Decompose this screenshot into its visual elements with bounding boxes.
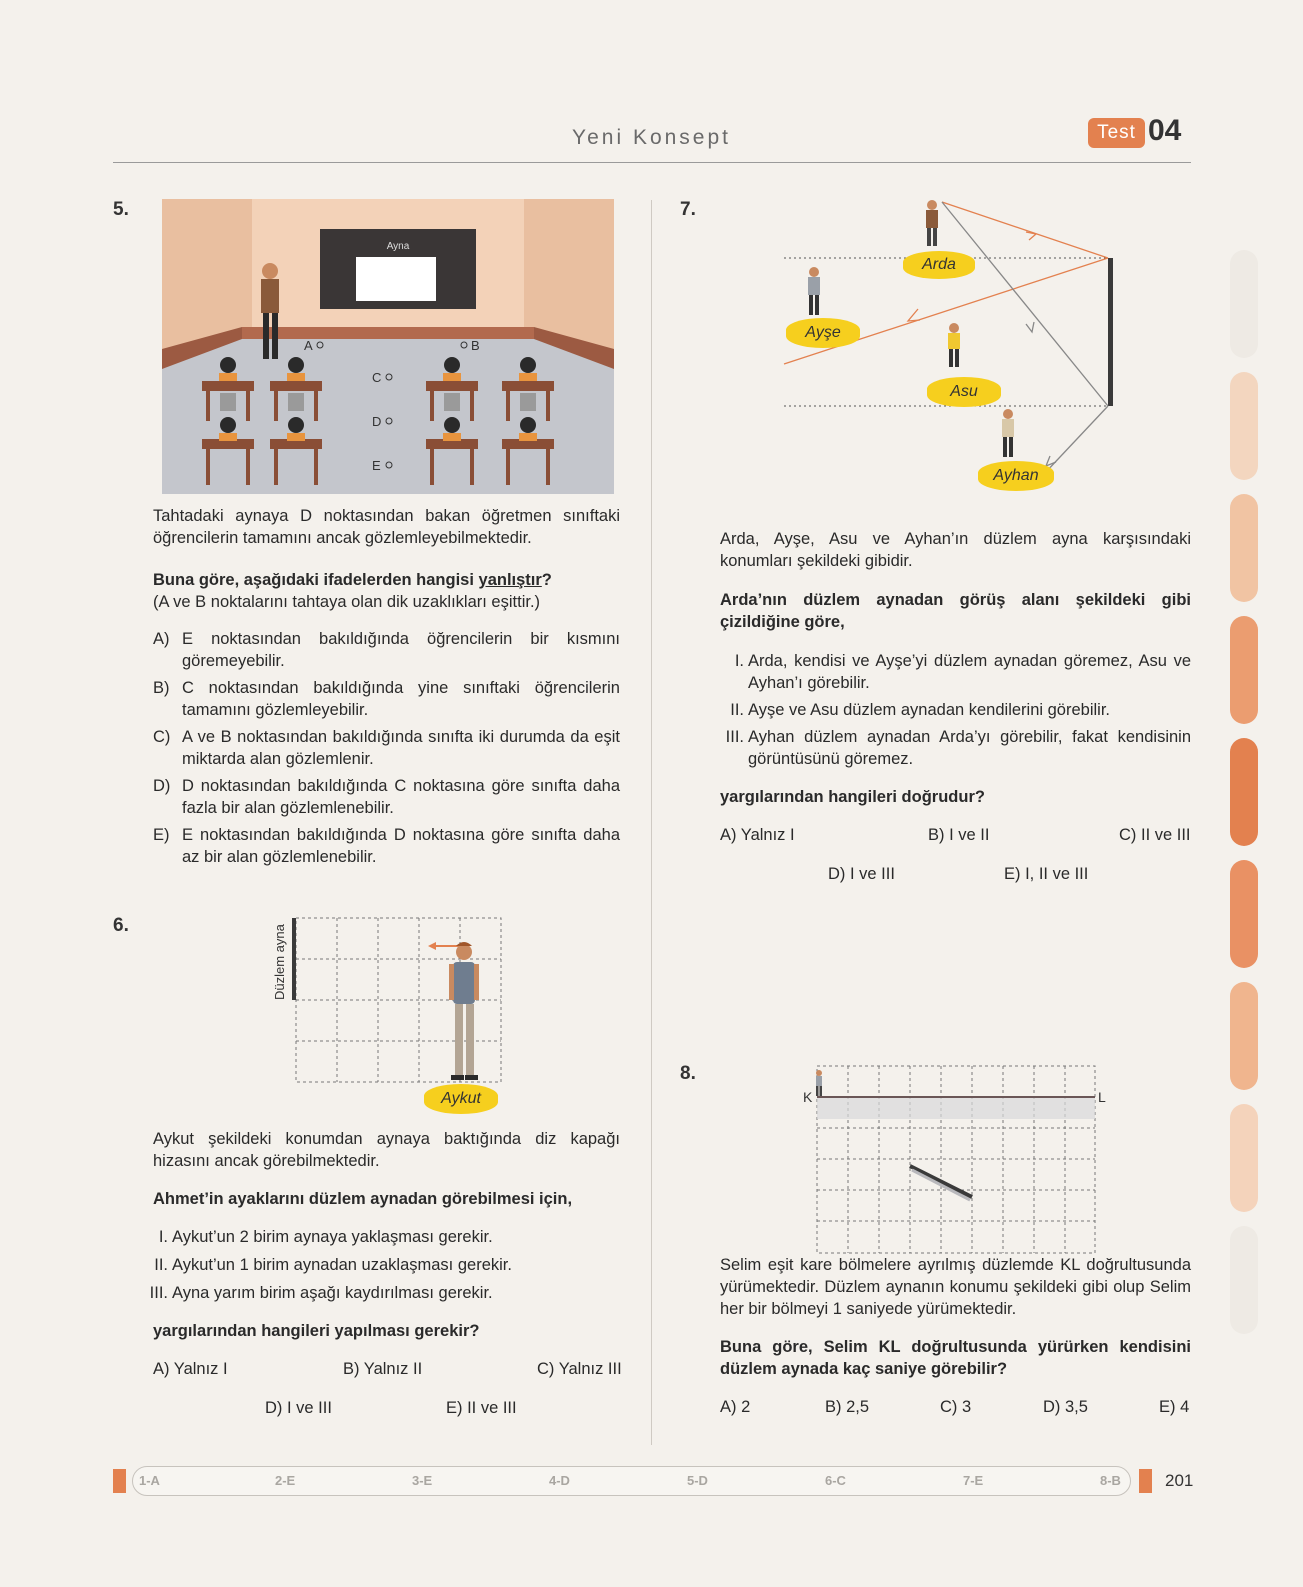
q5-note: (A ve B noktalarını tahtaya olan dik uzaklıkları eşittir.) bbox=[153, 593, 541, 611]
q8-question: Buna göre, Selim KL doğrultusunda yürürken kendisini düzlem aynada kaç saniye görebilir? bbox=[720, 1338, 1191, 1378]
q7-answer-a[interactable]: A) Yalnız I bbox=[720, 826, 795, 844]
q5-option-c[interactable] bbox=[153, 726, 620, 770]
q5-point-d: D bbox=[372, 414, 382, 429]
q6-statement-3 bbox=[140, 1282, 620, 1304]
statement-number: III. bbox=[149, 1284, 168, 1302]
test-badge: Test bbox=[1088, 118, 1145, 148]
option-label: A) bbox=[153, 630, 170, 648]
option-text: C noktasından bakıldığında yine sınıftaki öğrencilerin tamamını gözlemleyebilir. bbox=[182, 679, 620, 719]
q5-question-text: Buna göre, aşağıdaki ifadelerden hangisi bbox=[153, 571, 479, 589]
page-header-title: Yeni Konsept bbox=[572, 126, 731, 149]
answer-key-5: 5-D bbox=[687, 1473, 708, 1488]
q7-name-tag-ayse: Ayşe bbox=[786, 318, 860, 348]
q5-question-mark: ? bbox=[541, 571, 552, 589]
q5-option-d[interactable] bbox=[153, 775, 620, 819]
option-text: D noktasından bakıldığında C noktasına göre sınıfta daha fazla bir alan gözlemlenebilir. bbox=[182, 777, 620, 817]
header-divider bbox=[113, 162, 1191, 163]
q7-answer-c[interactable]: C) II ve III bbox=[1119, 826, 1191, 844]
q8-answer-b[interactable]: B) 2,5 bbox=[825, 1398, 870, 1416]
q5-point-a: A bbox=[304, 338, 313, 353]
q5-question bbox=[153, 569, 620, 591]
q7-prompt: yargılarından hangileri doğrudur? bbox=[720, 788, 985, 806]
q5-point-e: E bbox=[372, 458, 381, 473]
footer-accent-left bbox=[113, 1469, 126, 1493]
q6-answer-e[interactable]: E) II ve III bbox=[446, 1399, 517, 1417]
q5-question-underlined: yanlıştır bbox=[478, 571, 542, 589]
side-tab-9 bbox=[1230, 1226, 1258, 1334]
statement-text: Aykut’un 1 birim aynadan uzaklaşması gerekir. bbox=[172, 1256, 512, 1274]
answer-key-3: 3-E bbox=[412, 1473, 433, 1488]
q7-statement-3 bbox=[716, 726, 1191, 770]
q6-name-tag-aykut: Aykut bbox=[424, 1084, 498, 1114]
side-tab-4 bbox=[1230, 616, 1258, 724]
q6-stem: Aykut şekildeki konumdan aynaya baktığında diz kapağı hizasını ancak görebilmektedir. bbox=[153, 1130, 620, 1170]
q7-name-tag-ayhan: Ayhan bbox=[978, 461, 1054, 491]
q8-point-l: L bbox=[1098, 1089, 1106, 1105]
statement-text: Aykut’un 2 birim aynaya yaklaşması gerekir. bbox=[172, 1228, 493, 1246]
q5-option-e[interactable] bbox=[153, 824, 620, 868]
q6-prompt: yargılarından hangileri yapılması gerekir? bbox=[153, 1322, 480, 1340]
side-tab-6 bbox=[1230, 860, 1258, 968]
q5-classroom-figure bbox=[162, 199, 614, 494]
q6-answer-b[interactable]: B) Yalnız II bbox=[343, 1360, 423, 1378]
statement-number: I. bbox=[158, 1228, 168, 1246]
q6-question: Ahmet’in ayaklarını düzlem aynadan görebilmesi için, bbox=[153, 1190, 573, 1208]
option-label: C) bbox=[153, 728, 171, 746]
option-text: A ve B noktasından bakıldığında sınıfta iki durumda da eşit miktarda alan gözlemlenir. bbox=[182, 728, 620, 768]
footer-accent-right bbox=[1139, 1469, 1152, 1493]
column-divider bbox=[651, 200, 652, 1445]
q7-statement-2 bbox=[716, 699, 1191, 721]
answer-key-bar bbox=[132, 1466, 1131, 1496]
side-tab-3 bbox=[1230, 494, 1258, 602]
statement-number: II. bbox=[154, 1256, 168, 1274]
side-tab-1 bbox=[1230, 250, 1258, 358]
q7-name-tag-asu: Asu bbox=[927, 377, 1001, 407]
statement-number: III. bbox=[725, 728, 744, 746]
option-label: D) bbox=[153, 777, 171, 795]
answer-key-7: 7-E bbox=[963, 1473, 984, 1488]
q8-point-k: K bbox=[803, 1089, 813, 1105]
q8-answer-a[interactable]: A) 2 bbox=[720, 1398, 751, 1416]
q8-answer-d[interactable]: D) 3,5 bbox=[1043, 1398, 1088, 1416]
option-label: B) bbox=[153, 679, 170, 697]
q6-statement-1 bbox=[140, 1226, 620, 1248]
q6-statement-2 bbox=[140, 1254, 620, 1276]
side-tab-5 bbox=[1230, 738, 1258, 846]
q6-mirror-label: Düzlem ayna bbox=[272, 924, 287, 1000]
side-tab-7 bbox=[1230, 982, 1258, 1090]
q5-option-a[interactable] bbox=[153, 628, 620, 672]
statement-text: Ayşe ve Asu düzlem aynadan kendilerini görebilir. bbox=[748, 701, 1110, 719]
q8-number: 8. bbox=[680, 1063, 696, 1084]
q5-board-label: Ayna bbox=[386, 241, 410, 252]
q7-name-tag-arda: Arda bbox=[903, 251, 975, 279]
q7-answer-d[interactable]: D) I ve III bbox=[828, 865, 895, 883]
answer-key-8: 8-B bbox=[1100, 1473, 1121, 1488]
q5-number: 5. bbox=[113, 199, 129, 220]
answer-key-6: 6-C bbox=[825, 1473, 846, 1488]
statement-text: Arda, kendisi ve Ayşe’yi düzlem aynadan göremez, Asu ve Ayhan’ı görebilir. bbox=[748, 652, 1191, 692]
option-text: E noktasından bakıldığında öğrencilerin bir kısmını göremeyebilir. bbox=[182, 630, 620, 670]
q6-answer-a[interactable]: A) Yalnız I bbox=[153, 1360, 228, 1378]
q7-question: Arda’nın düzlem aynadan görüş alanı şekildeki gibi çizildiğine göre, bbox=[720, 591, 1191, 631]
q6-number: 6. bbox=[113, 915, 129, 936]
page-number: 201 bbox=[1165, 1471, 1194, 1490]
q8-answer-c[interactable]: C) 3 bbox=[940, 1398, 972, 1416]
answer-key-4: 4-D bbox=[549, 1473, 570, 1488]
statement-number: II. bbox=[730, 701, 744, 719]
q8-answer-e[interactable]: E) 4 bbox=[1159, 1398, 1190, 1416]
q8-stem: Selim eşit kare bölmelere ayrılmış düzlemde KL doğrultusunda yürümektedir. Düzlem aynanın konumu şekildeki gibi olup Selim her bir bölmeyi 1 saniyede yürümektedir. bbox=[720, 1256, 1191, 1318]
option-label: E) bbox=[153, 826, 170, 844]
side-tab-8 bbox=[1230, 1104, 1258, 1212]
q5-stem: Tahtadaki aynaya D noktasından bakan öğretmen sınıftaki öğrencilerin tamamını ancak gözlemleyebilmektedir. bbox=[153, 507, 620, 547]
test-number: 04 bbox=[1148, 114, 1182, 147]
statement-text: Ayhan düzlem aynadan Arda’yı görebilir, fakat kendisinin görüntüsünü göremez. bbox=[748, 728, 1191, 768]
q7-statement-1 bbox=[716, 650, 1191, 694]
q7-answer-e[interactable]: E) I, II ve III bbox=[1004, 865, 1089, 883]
q5-point-c: C bbox=[372, 370, 382, 385]
q6-answer-d[interactable]: D) I ve III bbox=[265, 1399, 332, 1417]
answer-key-2: 2-E bbox=[275, 1473, 296, 1488]
statement-text: Ayna yarım birim aşağı kaydırılması gerekir. bbox=[172, 1284, 493, 1302]
option-text: E noktasından bakıldığında D noktasına göre sınıfta daha az bir alan gözlemlenebilir. bbox=[182, 826, 620, 866]
q8-grid-figure bbox=[800, 1060, 1105, 1256]
q5-point-b: B bbox=[471, 338, 480, 353]
q7-answer-b[interactable]: B) I ve II bbox=[928, 826, 990, 844]
statement-number: I. bbox=[734, 652, 744, 670]
q5-option-b[interactable] bbox=[153, 677, 620, 721]
side-tab-2 bbox=[1230, 372, 1258, 480]
q6-answer-c[interactable]: C) Yalnız III bbox=[537, 1360, 622, 1378]
q7-stem: Arda, Ayşe, Asu ve Ayhan’ın düzlem ayna karşısındaki konumları şekildeki gibidir. bbox=[720, 530, 1191, 570]
q7-number: 7. bbox=[680, 199, 696, 220]
answer-key-1: 1-A bbox=[139, 1473, 160, 1488]
